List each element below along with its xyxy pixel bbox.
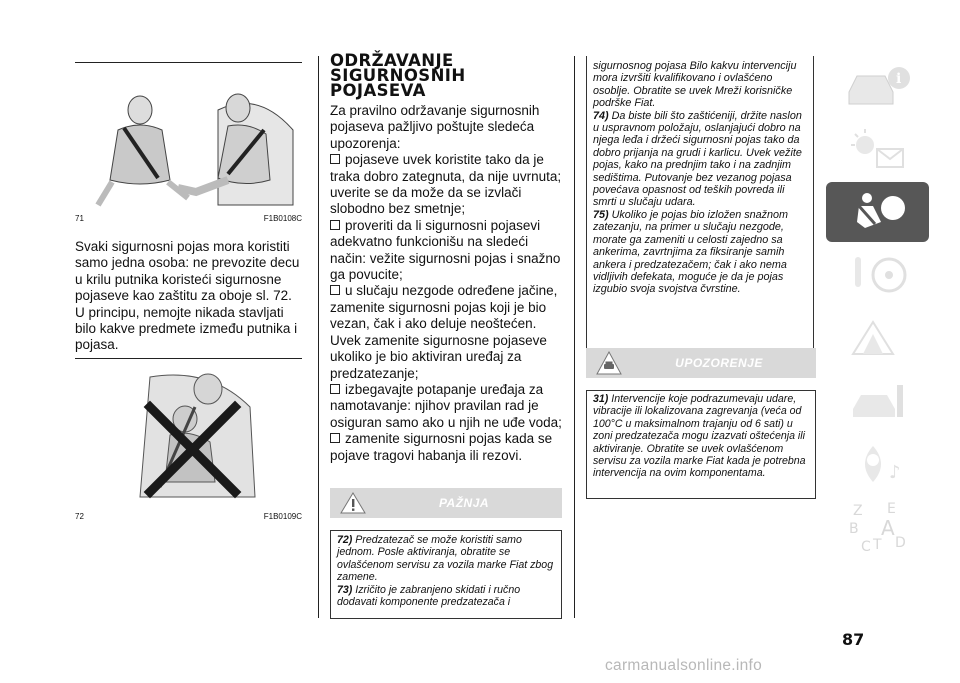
caution-73-number: 73) (337, 583, 353, 596)
tab-vehicle-info[interactable] (826, 56, 929, 116)
maintenance-icon (843, 377, 913, 425)
bullet-item-2: proveriti da li sigurnosni pojasevi adekvatno funkcionišu na sledeći način: vežite sigurnosni pojas i snažno ga povucite; (330, 217, 561, 283)
svg-text:Z: Z (852, 503, 863, 519)
svg-text:E: E (886, 501, 896, 517)
checkbox-bullet-icon (330, 384, 340, 394)
svg-text:T: T (872, 537, 882, 553)
svg-text:♪: ♪ (888, 462, 900, 483)
warning-31-number: 31) (593, 393, 609, 405)
top-rule-col1 (75, 62, 302, 63)
warning-header (586, 348, 816, 378)
tab-maintenance[interactable] (826, 371, 929, 431)
caution-header (330, 488, 562, 518)
warning-75-number: 75) (593, 208, 609, 221)
warning-lights-icon (843, 125, 913, 173)
column-divider-1 (318, 56, 319, 618)
watermark: carmanualsonline.info (605, 657, 763, 674)
tab-warning-lights[interactable] (826, 119, 929, 179)
chapter-side-nav (826, 56, 929, 560)
figure-72-child-on-lap-illustration (110, 367, 270, 502)
figure-71-number: 71 (75, 214, 84, 223)
warning-74-text: Da biste bili što zaštićeniji, držite naslon u uspravnom položaju, oslanjajući dobro na njega leđa i držeći sigurnosni pojas tako da dobro prijanja na grudi i karlicu. Uvek vežite pojas, kako na prednjim tako i na zadnjim sedištima. Putovanje bez vezanog pojasa povećava opasnost od teških povreda ili smrti u slučaju udara. (593, 109, 802, 209)
figure-71-caption (75, 214, 302, 223)
svg-text:i: i (895, 71, 901, 87)
caution-72-text: Predzatezač se može koristiti samo jednom. Posle aktiviranja, obratite se ovlašćenom servisu za vozila marke Fiat zbog zamene. (337, 534, 554, 584)
checkbox-bullet-icon (330, 285, 340, 295)
seatbelt-airbag-icon (843, 188, 913, 236)
caution-title: PAŽNJA (438, 496, 490, 510)
figure-71-code: F1B0108C (263, 214, 302, 223)
index-icon (843, 499, 913, 555)
col3-continued-warnings (586, 56, 814, 357)
svg-text:C: C (860, 539, 871, 555)
key-steering-icon (843, 251, 913, 299)
warning-box (586, 390, 816, 499)
checkbox-bullet-icon (330, 220, 340, 230)
figure-72-caption (75, 512, 302, 521)
multimedia-icon (843, 440, 913, 488)
tab-emergency[interactable] (826, 308, 929, 368)
tab-safety[interactable] (826, 182, 929, 242)
emergency-icon (843, 314, 913, 362)
warning-31-text: Intervencije koje podrazumevaju udare, vibracije ili lokalizovana zagrevanja (veća od 100°C u maksimalnom trajanju od 6 sati) u zoni predzatezača mogu izazvati oštećenja ili aktiviranje. Obratite se uvek ovlašćenom servisu za vozila marke Fiat kada je potrebna intervencija na ovim komponentama. (593, 393, 806, 480)
warning-75-text: Ukoliko je pojas bio izložen snažnom zatezanju, na primer u slučaju nezgode, morate ga zameniti u celosti zajedno sa ankerima, zavrtnjima za fiksiranje samih ankera i predzatezačem; čak i ako nema vidljivih defekata, moguće je da je pojas izgubio svoja svojstva čvrstine. (593, 208, 789, 296)
tab-index[interactable] (826, 497, 929, 557)
bullet-item-5: zamenite sigurnosni pojas kada se pojave tragovi habanja ili rezovi. (330, 431, 553, 463)
car-warning-icon (596, 351, 622, 375)
rule-above-fig72 (75, 358, 302, 359)
caution-72-number: 72) (337, 534, 353, 546)
svg-text:A: A (880, 516, 895, 540)
figure-72-code: F1B0109C (263, 512, 302, 521)
column-divider-2 (574, 56, 575, 618)
bullet-item-4: izbegavajte potapanje uređaja za namotavanje: njihov pravilan rad je osiguran samo ako u njih ne uđe voda; (330, 381, 562, 430)
bullet-item-1: pojaseve uvek koristite tako da je traka dobro zategnuta, da nije uvrnuta; uverite se da može da se izvlači slobodno bez smetnje; (330, 152, 562, 217)
checkbox-bullet-icon (330, 154, 340, 164)
section-heading: ODRŽAVANJE SIGURNOSNIH POJASEVA (330, 51, 466, 100)
svg-text:D: D (894, 535, 906, 551)
svg-text:B: B (848, 521, 859, 537)
caution-box (330, 530, 562, 619)
page-number: 87 (842, 630, 865, 649)
caution-triangle-icon (340, 492, 366, 514)
maintenance-section (330, 53, 562, 464)
tab-starting-driving[interactable] (826, 245, 929, 305)
caution-73-text: Izričito je zabranjeno skidati i ručno dodavati komponente predzatezača i (337, 583, 521, 609)
warning-74-number: 74) (593, 109, 609, 122)
checkbox-bullet-icon (330, 433, 340, 443)
col1-paragraph: Svaki sigurnosni pojas mora koristiti samo jedna osoba: ne prevozite decu u krilu putnika koristeći sigurnosne pojaseve kao zaštitu za oboje sl. 72. U principu, nemojte nikada stavljati bilo kakve predmete između putnika i pojasa. (75, 239, 300, 353)
warning-title: UPOZORENJE (675, 356, 763, 370)
bullet-item-3: u slučaju nezgode određene jačine, zamenite sigurnosni pojas koji je bio vezan, čak i ako deluje neoštećen. Uvek zamenite sigurnosne pojaseve ukoliko je bio aktiviran uređaj za predzatezanje; (330, 283, 558, 381)
figure-71-seatbelt-illustration (78, 70, 303, 208)
car-info-icon (843, 62, 913, 110)
figure-72-number: 72 (75, 512, 84, 521)
tab-multimedia[interactable] (826, 434, 929, 494)
continued-text: sigurnosnog pojasa Bilo kakvu intervenciju mora izvršiti kvalifikovano i ovlašćeno osoblje. Obratite se uvek Mreži korisničke podrške Fiat. (593, 60, 797, 110)
intro-paragraph: Za pravilno održavanje sigurnosnih pojaseva pažljivo poštujte sledeća upozorenja: (330, 103, 540, 151)
